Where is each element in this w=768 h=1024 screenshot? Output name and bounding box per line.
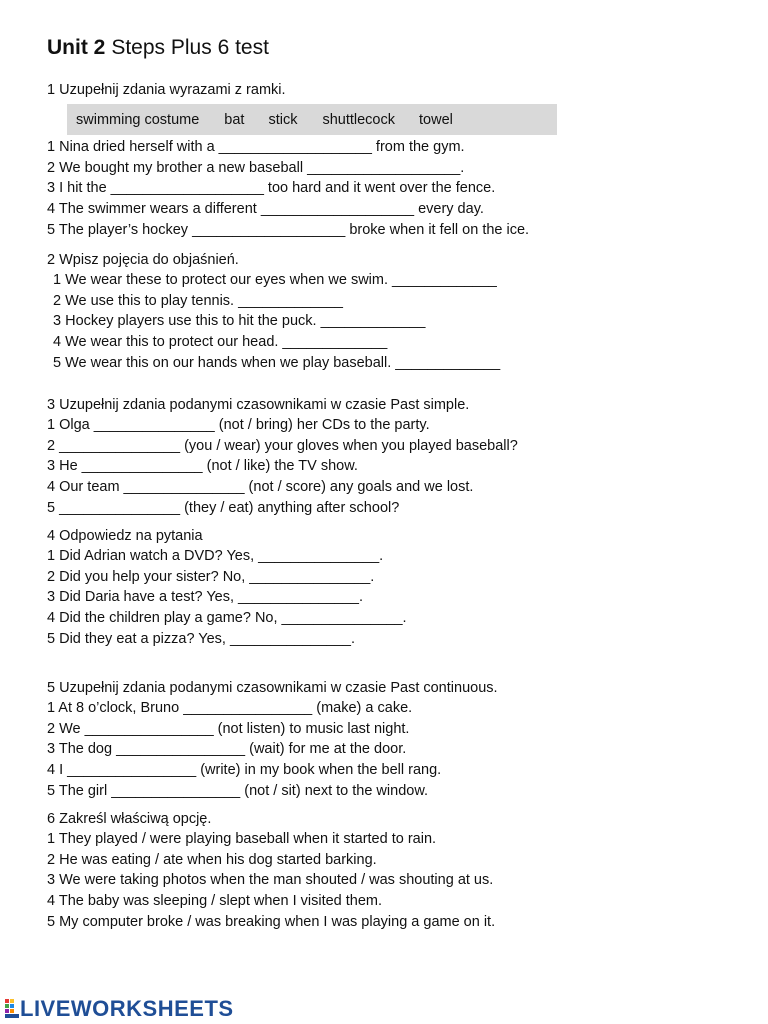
exercise-line: 3 He _______________ (not / like) the TV show.: [47, 458, 358, 475]
liveworksheets-footer[interactable]: [4, 996, 234, 1022]
exercise-line: 4 We wear this to protect our head. _____________: [53, 334, 388, 351]
word-box-item: towel: [419, 111, 453, 128]
liveworksheets-logo-icon: [4, 998, 20, 1020]
section-6: [47, 809, 747, 933]
exercise-line: 2 _______________ (you / wear) your gloves when you played baseball?: [47, 437, 518, 454]
exercise-line: 3 I hit the ___________________ too hard and it went over the fence.: [47, 180, 496, 197]
test-title: Steps Plus 6 test: [111, 36, 269, 59]
exercise-line: 1 We wear these to protect our eyes when we swim. _____________: [53, 272, 497, 288]
exercise-line: 5 Did they eat a pizza? Yes, _______________.: [47, 630, 355, 647]
exercise-line: 5 We wear this on our hands when we play baseball. _____________: [53, 354, 501, 371]
exercise-line: 4 Our team _______________ (not / score) any goals and we lost.: [47, 479, 474, 496]
exercise-line: 3 Hockey players use this to hit the puck. _____________: [53, 313, 426, 330]
exercise-line: 4 The baby was sleeping / slept when I visited them.: [47, 893, 383, 910]
exercise-line: 3 Did Daria have a test? Yes, _______________.: [47, 589, 364, 606]
exercise-line: 5 The player’s hockey ___________________ broke when it fell on the ice.: [47, 221, 530, 238]
word-box-item: stick: [268, 111, 298, 128]
exercise-line: 1 Nina dried herself with a ___________________ from the gym.: [47, 139, 465, 155]
section-2-heading: 2 Wpisz pojęcia do objaśnień.: [47, 252, 239, 268]
exercise-line: 5 The girl ________________ (not / sit) next to the window.: [47, 782, 429, 799]
section-3-heading: 3 Uzupełnij zdania podanymi czasownikami w czasie Past simple.: [47, 397, 470, 413]
section-5: [47, 678, 747, 802]
section-5-heading: 5 Uzupełnij zdania podanymi czasownikami w czasie Past continuous.: [47, 680, 498, 696]
word-box-item: shuttlecock: [322, 111, 395, 128]
exercise-line: 2 We use this to play tennis. _____________: [53, 292, 343, 309]
section-2: [47, 250, 747, 374]
exercise-line: 2 He was eating / ate when his dog started barking.: [47, 851, 377, 868]
exercise-line: 2 We bought my brother a new baseball ___________________.: [47, 159, 465, 176]
exercise-line: 4 Did the children play a game? No, _______________.: [47, 610, 407, 627]
exercise-line: 2 We ________________ (not listen) to music last night.: [47, 720, 410, 737]
page-title: [47, 36, 269, 60]
exercise-line: 1 Olga _______________ (not / bring) her CDs to the party.: [47, 417, 430, 433]
section-4-heading: 4 Odpowiedz na pytania: [47, 528, 203, 544]
exercise-line: 4 The swimmer wears a different ___________________ every day.: [47, 201, 484, 218]
exercise-line: 1 Did Adrian watch a DVD? Yes, _______________.: [47, 548, 384, 564]
exercise-line: 3 We were taking photos when the man shouted / was shouting at us.: [47, 872, 494, 889]
brand-name: LIVEWORKSHEETS: [20, 996, 234, 1021]
exercise-line: 1 They played / were playing baseball when it started to rain.: [47, 831, 437, 847]
unit-label: Unit 2: [47, 36, 106, 59]
word-box: [67, 104, 557, 135]
section-1-lines: [47, 137, 747, 241]
exercise-line: 2 Did you help your sister? No, _______________.: [47, 568, 375, 585]
exercise-line: 5 My computer broke / was breaking when I was playing a game on it.: [47, 913, 496, 930]
exercise-line: 5 _______________ (they / eat) anything after school?: [47, 499, 400, 516]
word-box-item: swimming costume: [76, 111, 200, 128]
exercise-line: 4 I ________________ (write) in my book when the bell rang.: [47, 762, 442, 779]
exercise-line: 1 At 8 o’clock, Bruno ________________ (make) a cake.: [47, 700, 413, 716]
section-1-heading: 1 Uzupełnij zdania wyrazami z ramki.: [47, 82, 286, 98]
section-1: [47, 80, 747, 100]
exercise-line: 3 The dog ________________ (wait) for me at the door.: [47, 741, 407, 758]
section-6-heading: 6 Zakreśl właściwą opcję.: [47, 811, 212, 827]
section-3: [47, 395, 747, 519]
section-4: [47, 526, 747, 650]
word-box-item: bat: [224, 111, 245, 128]
